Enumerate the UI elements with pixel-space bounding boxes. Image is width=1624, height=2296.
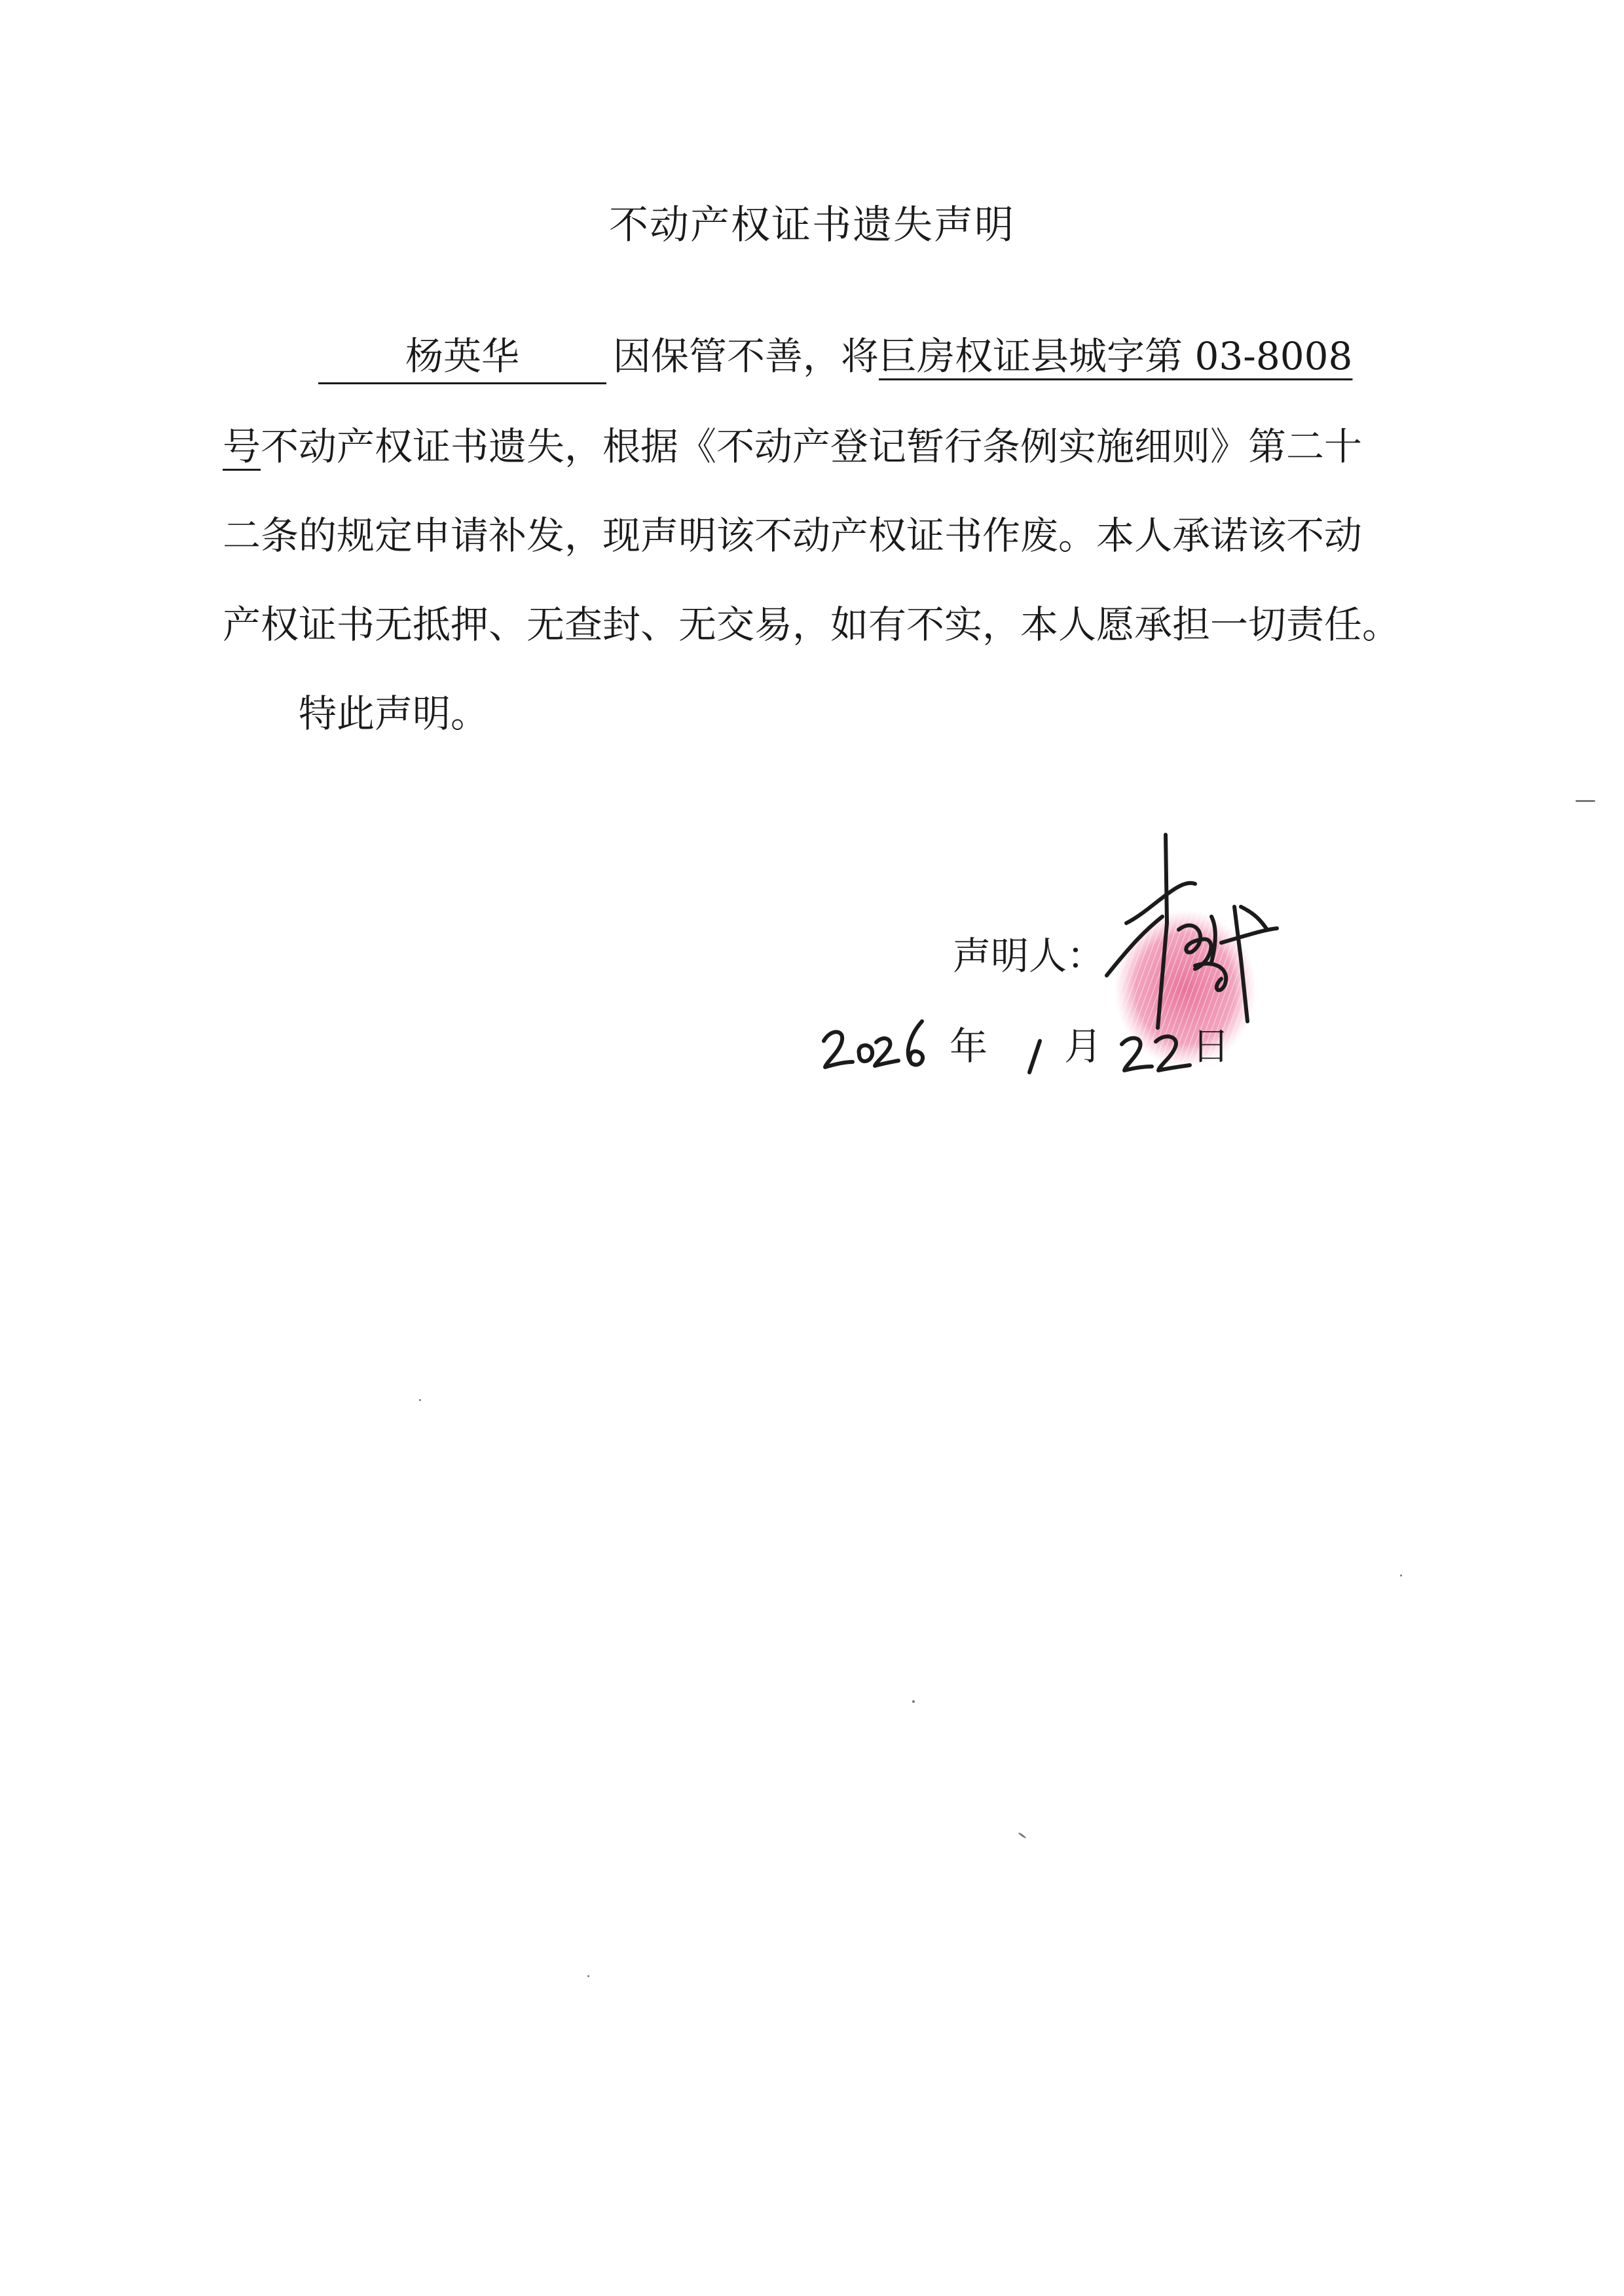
scan-speck (1576, 800, 1595, 802)
year-unit: 年 (950, 1024, 988, 1068)
body-line-1-text: 因保管不善，将 (613, 334, 879, 378)
body-line-2 (223, 420, 1401, 473)
closing-statement: 特此声明。 (299, 691, 489, 736)
body-line-3: 二条的规定申请补发，现声明该不动产权证书作废。本人承诺该不动 (223, 513, 1363, 558)
declarant-name: 杨英华 (318, 330, 606, 384)
day-unit: 日 (1192, 1024, 1230, 1068)
body-line-4: 产权证书无抵押、无查封、无交易，如有不实，本人愿承担一切责任。 (223, 602, 1401, 647)
body-line-1 (318, 330, 1497, 384)
signing-date (819, 1008, 1277, 1087)
declarant-label: 声明人： (953, 934, 1105, 978)
certificate-number-suffix: 号 (223, 424, 261, 469)
handwritten-day (1116, 1018, 1202, 1084)
scan-speck (912, 1700, 915, 1703)
handwritten-year (819, 1015, 943, 1080)
month-unit: 月 (1064, 1024, 1103, 1068)
document-title: 不动产权证书遗失声明 (609, 202, 1015, 248)
handwritten-month (1022, 1021, 1048, 1080)
scan-speck (587, 1975, 589, 1977)
certificate-number: 巨房权证县城字第 03-8008 (879, 334, 1353, 378)
scan-speck (1400, 1575, 1402, 1576)
body-line-2-text: 不动产权证书遗失，根据《不动产登记暂行条例实施细则》第二十 (261, 424, 1363, 469)
scan-speck (419, 1399, 421, 1401)
scan-speck (1018, 1832, 1026, 1838)
